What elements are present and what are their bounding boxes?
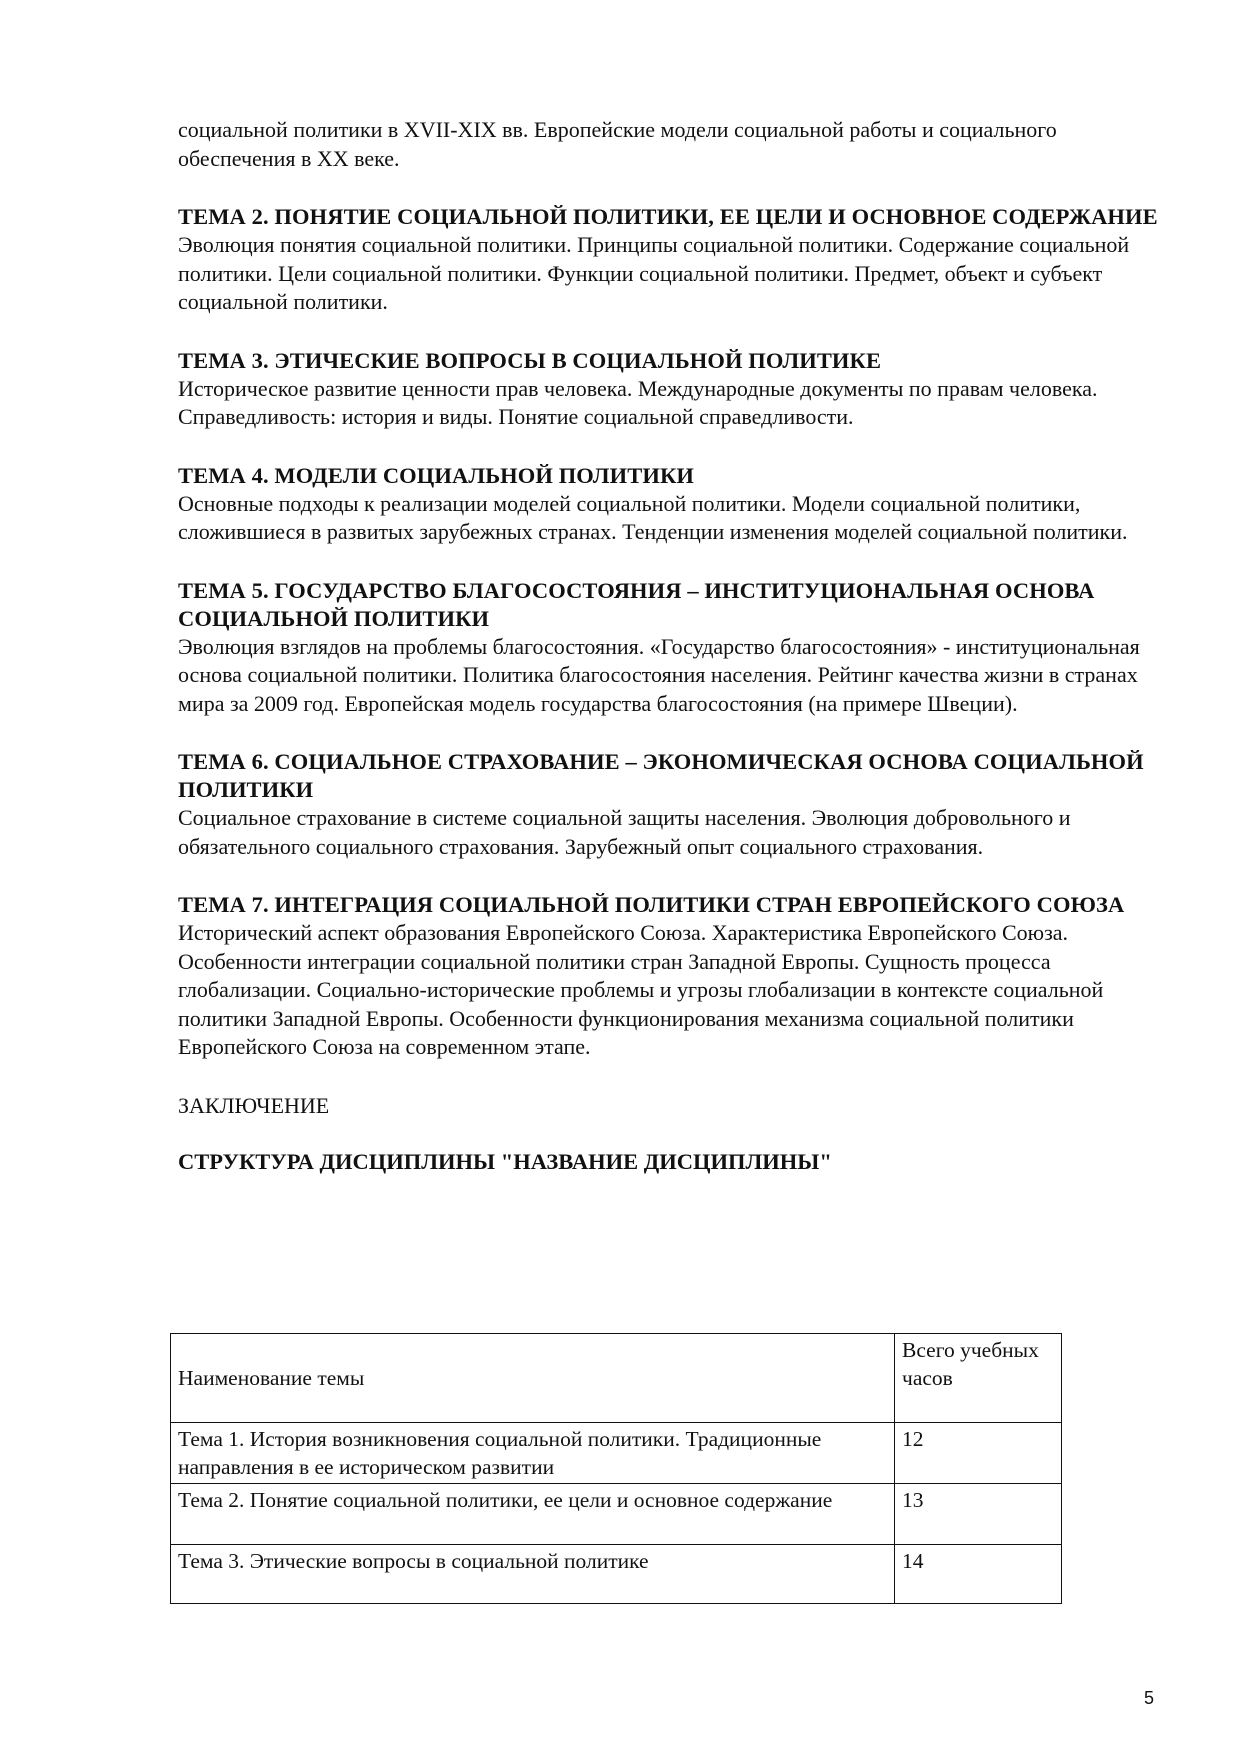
row-topic-cell: Тема 3. Этические вопросы в социальной политике [171,1545,895,1604]
row-topic-cell: Тема 1. История возникновения социальной политики. Традиционные направления в ее историческом развитии [171,1423,895,1484]
row-hours-cell: 14 [895,1545,1062,1604]
table-row [171,1423,1062,1484]
topic-7-section [178,891,1158,1062]
topic-4-body: Основные подходы к реализации моделей социальной политики. Модели социальной политики, сложившиеся в развитых зарубежных странах. Тенденции изменения моделей социальной политики. [178,490,1128,544]
page-number: 5 [1144,1688,1155,1708]
structure-table [170,1333,1062,1604]
topic-2-body: Эволюция понятия социальной политики. Принципы социальной политики. Содержание социальной политики. Цели социальной политики. Функции социальной политики. Предмет, объект и субъект социальной политики. [178,232,1130,314]
topic-3-title: ТЕМА 3. ЭТИЧЕСКИЕ ВОПРОСЫ В СОЦИАЛЬНОЙ ПОЛИТИКЕ [178,347,882,373]
topic-6-body: Социальное страхование в системе социальной защиты населения. Эволюция добровольного и обязательного социального страхования. Зарубежный опыт социального страхования. [178,805,1071,859]
topic-5-section [178,577,1158,719]
topic-5-title: ТЕМА 5. ГОСУДАРСТВО БЛАГОСОСТОЯНИЯ – ИНСТИТУЦИОНАЛЬНАЯ ОСНОВА СОЦИАЛЬНОЙ ПОЛИТИКИ [178,577,1095,631]
conclusion-heading: ЗАКЛЮЧЕНИЕ [178,1092,330,1118]
topic-4-section [178,462,1158,547]
table-row [171,1484,1062,1545]
row-topic-cell: Тема 2. Понятие социальной политики, ее цели и основное содержание [171,1484,895,1545]
topic-3-section [178,347,1158,432]
topic-6-title: ТЕМА 6. СОЦИАЛЬНОЕ СТРАХОВАНИЕ – ЭКОНОМИЧЕСКАЯ ОСНОВА СОЦИАЛЬНОЙ ПОЛИТИКИ [178,749,1144,802]
structure-title: СТРУКТУРА ДИСЦИПЛИНЫ "НАЗВАНИЕ ДИСЦИПЛИНЫ" [178,1149,832,1174]
intro-paragraph: социальной политики в XVII-XIX вв. Европейские модели социальной работы и социального обеспечения в XX веке. [178,117,1057,171]
table-row [171,1545,1062,1604]
row-hours-cell: 12 [895,1423,1062,1484]
topic-4-title: ТЕМА 4. МОДЕЛИ СОЦИАЛЬНОЙ ПОЛИТИКИ [178,462,694,488]
topic-7-body: Исторический аспект образования Европейского Союза. Характеристика Европейского Союза. Особенности интеграции социальной политики стран Западной Европы. Сущность процесса глобализации. Социально-исторические проблемы и угрозы глобализации в контексте социальной политики Западной Европы. Особенности функционирования механизма социальной политики Европейского Союза на современном этапе. [178,920,1104,1059]
topic-2-title: ТЕМА 2. ПОНЯТИЕ СОЦИАЛЬНОЙ ПОЛИТИКИ, ЕЕ ЦЕЛИ И ОСНОВНОЕ СОДЕРЖАНИЕ [178,204,1158,229]
header-hours-cell: Всего учебных часов [895,1334,1062,1423]
topic-5-body: Эволюция взглядов на проблемы благосостояния. «Государство благосостояния» - институциональная основа социальной политики. Политика благосостояния населения. Рейтинг качества жизни в странах мира за 2009 год. Европейская модель государства благосостояния (на примере Швеции). [178,633,1140,716]
topic-2-section [178,203,1158,317]
topic-6-section [178,748,1158,861]
table-header-row [171,1334,1062,1423]
topic-7-title: ТЕМА 7. ИНТЕГРАЦИЯ СОЦИАЛЬНОЙ ПОЛИТИКИ СТРАН ЕВРОПЕЙСКОГО СОЮЗА [178,892,1125,917]
topic-3-body: Историческое развитие ценности прав человека. Международные документы по правам человека. Справедливость: история и виды. Понятие социальной справедливости. [178,375,1098,429]
header-topic-cell: Наименование темы [171,1334,895,1423]
row-hours-cell: 13 [895,1484,1062,1545]
document-content [178,116,1158,1176]
